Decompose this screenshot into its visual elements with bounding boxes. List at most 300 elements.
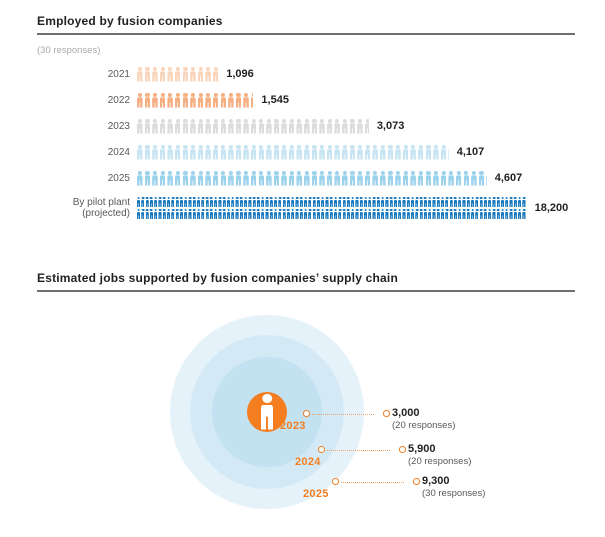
leader-line [327,450,390,451]
person-icon [410,145,416,160]
leader-dot-icon [399,446,406,453]
person-icon [492,197,495,208]
person-icon [183,145,189,160]
person-icon [357,171,363,186]
person-icon [223,197,226,208]
person-icon [432,209,435,220]
person-icon [319,119,325,134]
person-icon [190,145,196,160]
person-icon [274,145,280,160]
person-icon [150,209,153,220]
person-icon [467,209,470,220]
person-icon [313,209,316,220]
person-icon [488,209,491,220]
person-icon [347,209,350,220]
person-icon [334,145,340,160]
person-icon [243,171,249,186]
person-icon [334,171,340,186]
person-icon [183,93,189,108]
person-icon [163,209,166,220]
person-icon [251,93,254,108]
person-icon [350,119,356,134]
person-icon [188,209,191,220]
person-icon [180,197,183,208]
person-icon [152,145,158,160]
person-icon [518,197,521,208]
person-icon [265,197,268,208]
person-icon [394,197,397,208]
person-icon [259,171,265,186]
person-icon [152,171,158,186]
person-icon [415,197,418,208]
leader-dot-icon [332,478,339,485]
person-icon [240,209,243,220]
top-chart-title: Employed by fusion companies [37,14,223,28]
callout-text [392,406,455,434]
person-icon [218,209,221,220]
person-icon [205,145,211,160]
person-icon [146,209,149,220]
row-label: 2022 [107,94,130,106]
person-icon [183,171,189,186]
person-icon [325,209,328,220]
person-icon [497,209,500,220]
person-icon [183,67,189,82]
person-icon [505,197,508,208]
person-icon [171,197,174,208]
person-icon [261,197,264,208]
person-icon [183,119,189,134]
person-icon [228,93,234,108]
person-icon [304,119,310,134]
pictogram-row [37,119,575,134]
person-icon [205,93,211,108]
row-value: 18,200 [534,201,569,214]
person-icon [347,197,350,208]
person-icon [180,209,183,220]
person-icon [319,171,325,186]
person-icon [167,145,173,160]
person-icon [317,197,320,208]
person-icon [175,67,181,82]
person-icon [201,209,204,220]
person-icon [342,119,348,134]
person-icon [278,209,281,220]
person-icon [445,197,448,208]
person-icon [283,197,286,208]
person-icon [160,93,166,108]
person-icon [228,145,234,160]
person-icon [251,145,257,160]
person-icon [137,67,143,82]
person-icon [190,119,196,134]
person-icon [244,209,247,220]
person-icon [377,209,380,220]
person-icon [505,209,508,220]
person-icon [291,197,294,208]
person-icon [410,171,416,186]
person-icon [137,119,143,134]
person-icon [190,171,196,186]
person-icon [418,171,424,186]
callout-value: 5,900 [408,442,436,455]
person-icon [236,145,242,160]
row-value: 3,073 [376,120,405,132]
person-icon [338,197,341,208]
person-icon [205,119,211,134]
supply-chain-section [37,271,575,537]
person-icon [210,197,213,208]
person-icon [259,119,265,134]
person-icon [167,209,170,220]
row-label: 2021 [107,68,130,80]
pictogram-row [37,67,575,82]
person-icon [390,197,393,208]
person-icon [445,209,448,220]
person-icon [351,209,354,220]
person-icon [368,209,371,220]
person-icon [319,145,325,160]
person-icon [205,171,211,186]
person-icon [158,197,161,208]
person-icon [432,197,435,208]
person-icon [372,171,378,186]
person-icon [388,171,394,186]
person-icon [213,93,219,108]
person-icon [291,209,294,220]
person-icon [395,171,401,186]
person-icon [321,197,324,208]
person-icon [365,119,369,134]
person-icon [175,171,181,186]
person-icon [484,209,487,220]
person-icon [327,145,333,160]
person-icon [289,171,295,186]
person-icon [160,67,166,82]
person-icon [278,197,281,208]
person-icon [377,197,380,208]
year-label-2024: 2024 [295,455,321,468]
person-icon [235,209,238,220]
row-label: 2025 [107,172,130,184]
person-icon [304,145,310,160]
row-label: 2023 [107,120,130,132]
person-icon [394,209,397,220]
row-value: 1,096 [226,68,254,80]
person-icon [248,197,251,208]
person-icon [325,197,328,208]
row-value: 1,545 [261,94,289,106]
person-icon [145,171,151,186]
person-icon [441,145,447,160]
person-icon [385,197,388,208]
person-icon [205,67,211,82]
person-icon [509,197,512,208]
person-icon [281,171,287,186]
person-icon [251,119,257,134]
person-icon [243,93,249,108]
person-icon [145,119,151,134]
person-icon [145,145,151,160]
icon-grid [137,197,527,220]
person-icon [141,197,144,208]
person-icon [175,145,181,160]
person-icon [402,209,405,220]
leader-line [341,482,404,483]
person-icon [317,209,320,220]
person-icon [137,209,140,220]
person-icon [424,197,427,208]
person-icon [160,171,166,186]
person-icon [475,209,478,220]
person-icon [313,197,316,208]
person-icon [380,145,386,160]
person-icon [296,119,302,134]
person-icon [227,209,230,220]
callout-value: 9,300 [422,474,450,487]
person-icon [450,209,453,220]
person-icon [471,197,474,208]
person-icon [480,197,483,208]
person-icon [395,145,401,160]
person-icon [418,145,424,160]
person-icon [287,209,290,220]
person-icon [420,197,423,208]
person-icon [312,145,318,160]
person-icon [398,197,401,208]
person-icon [433,145,439,160]
person-icon [235,197,238,208]
person-icon [296,171,302,186]
person-icon [415,209,418,220]
person-icon [437,197,440,208]
person-icon [221,93,227,108]
person-icon [295,197,298,208]
person-icon [154,197,157,208]
person-icon [462,209,465,220]
person-icon [372,145,378,160]
person-icon [188,197,191,208]
person-icon [426,145,432,160]
row-label: By pilot plant (projected) [72,196,130,219]
person-icon [184,209,187,220]
person-icon [167,171,173,186]
person-icon [274,209,277,220]
person-icon [231,197,234,208]
person-icon [261,209,264,220]
leader-dot-icon [413,478,420,485]
person-icon [514,197,517,208]
person-icon [201,197,204,208]
pictogram-row [37,197,575,220]
person-icon [145,93,151,108]
person-icon [198,171,204,186]
person-icon [308,209,311,220]
person-icon [137,93,143,108]
person-icon [514,209,517,220]
pictogram-rows [37,67,575,220]
person-icon [437,209,440,220]
person-icon [236,93,242,108]
person-icon [343,197,346,208]
person-icon [308,197,311,208]
person-icon [253,209,256,220]
person-icon [304,209,307,220]
person-icon [327,171,333,186]
person-icon [407,209,410,220]
person-icon [492,209,495,220]
person-icon [260,394,275,430]
leader-dot-icon [383,410,390,417]
person-icon [426,171,432,186]
bottom-chart-title: Estimated jobs supported by fusion companies’ supply chain [37,271,398,285]
person-icon [441,209,444,220]
person-icon [266,119,272,134]
person-icon [167,119,173,134]
person-icon [214,197,217,208]
person-icon [488,197,491,208]
person-icon [330,197,333,208]
person-icon [368,197,371,208]
person-icon [458,209,461,220]
person-icon [197,197,200,208]
person-icon [167,67,173,82]
person-icon [228,171,234,186]
person-icon [236,119,242,134]
person-icon [213,119,219,134]
row-value: 4,607 [494,172,523,184]
person-icon [206,197,209,208]
person-icon [190,93,196,108]
person-icon [448,171,454,186]
person-icon [175,119,181,134]
person-icon [218,197,221,208]
person-icon [281,119,287,134]
person-icon [312,119,318,134]
person-icon [295,209,298,220]
person-icon [475,197,478,208]
person-icon [274,119,280,134]
person-icon [501,197,504,208]
person-icon [221,171,227,186]
person-icon [223,209,226,220]
person-icon [167,197,170,208]
person-icon [176,209,179,220]
callout-value: 3,000 [392,406,420,419]
person-icon [236,171,242,186]
person-icon [206,209,209,220]
person-icon [152,67,158,82]
person-icon [193,209,196,220]
person-icon [381,197,384,208]
person-icon [441,197,444,208]
person-icon [467,197,470,208]
person-icon [501,209,504,220]
person-icon [334,209,337,220]
person-icon [160,145,166,160]
person-icon [372,197,375,208]
person-icon [471,209,474,220]
pictogram-row [37,145,575,160]
person-icon [428,197,431,208]
person-icon [274,197,277,208]
person-icon [175,93,181,108]
person-icon [137,197,140,208]
person-icon [270,209,273,220]
person-icon [251,171,257,186]
person-icon [137,171,143,186]
person-icon [402,197,405,208]
person-icon [145,67,151,82]
person-icon [198,67,204,82]
person-icon [454,209,457,220]
person-icon [146,197,149,208]
person-icon [351,197,354,208]
person-icon [197,209,200,220]
person-icon [227,197,230,208]
person-icon [158,209,161,220]
person-icon [289,119,295,134]
person-icon [462,197,465,208]
year-label-2023: 2023 [280,419,306,432]
person-icon [385,209,388,220]
person-icon [228,119,234,134]
person-icon [509,209,512,220]
person-icon [221,119,227,134]
person-icon [270,197,273,208]
person-icon [420,209,423,220]
person-icon [257,197,260,208]
person-icon [338,209,341,220]
person-icon [296,145,302,160]
person-icon [244,197,247,208]
person-icon [141,209,144,220]
person-icon [152,119,158,134]
person-icon [163,197,166,208]
person-icon [300,209,303,220]
row-label: 2024 [107,146,130,158]
person-icon [330,209,333,220]
person-icon [243,145,249,160]
person-icon [266,171,272,186]
person-icon [334,119,340,134]
person-icon [266,145,272,160]
person-icon [480,209,483,220]
person-icon [403,171,409,186]
person-icon [388,145,394,160]
person-icon [355,209,358,220]
person-icon [484,197,487,208]
person-icon [342,171,348,186]
person-icon [355,197,358,208]
person-icon [398,209,401,220]
person-icon [458,197,461,208]
person-icon [497,197,500,208]
person-icon [343,209,346,220]
person-icon [518,209,521,220]
person-icon [150,197,153,208]
person-icon [281,145,287,160]
person-icon [357,145,363,160]
leader-dot-icon [303,410,310,417]
person-icon [471,171,477,186]
person-icon [464,171,470,186]
person-icon [300,197,303,208]
employed-chart-section [37,0,575,219]
person-icon [184,197,187,208]
person-icon [424,209,427,220]
person-icon [248,209,251,220]
